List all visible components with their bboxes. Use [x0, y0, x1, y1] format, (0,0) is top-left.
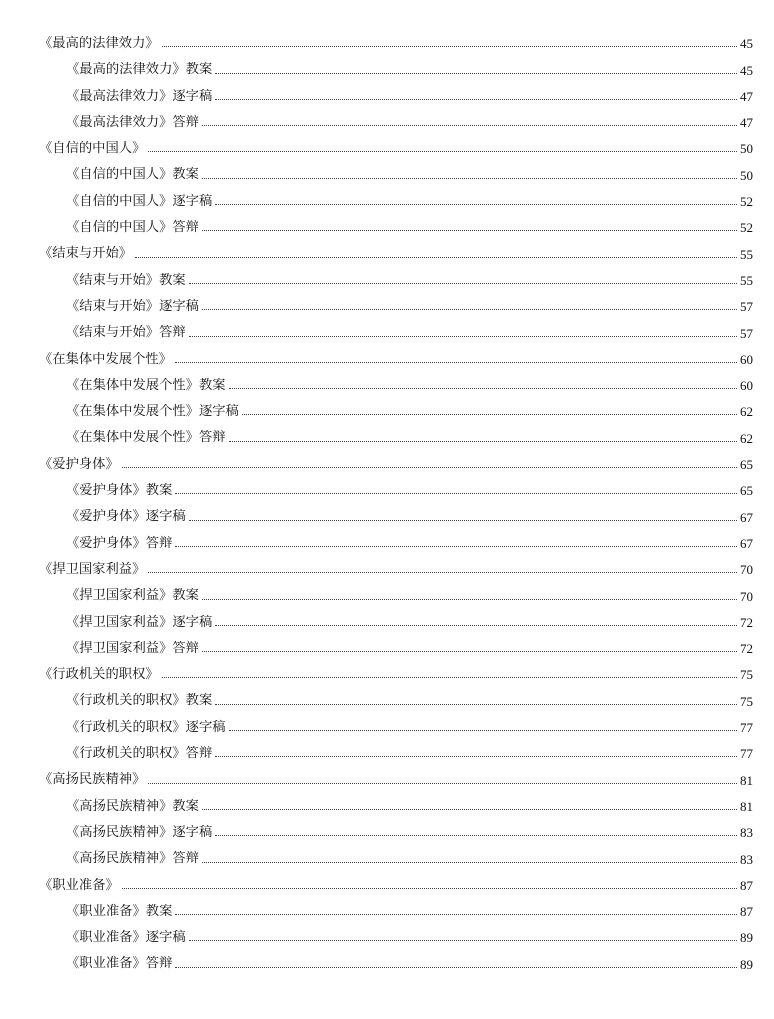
- dot-leader: [189, 940, 737, 941]
- toc-entry-title: 《职业准备》: [39, 877, 119, 893]
- dot-leader: [148, 151, 737, 152]
- dot-leader: [189, 336, 737, 337]
- toc-page-number: 70: [740, 588, 753, 604]
- dot-leader: [202, 178, 737, 179]
- dot-leader: [215, 704, 737, 705]
- dot-leader: [175, 493, 737, 494]
- toc-chapter-entry[interactable]: [0, 238, 774, 264]
- toc-chapter-entry[interactable]: [0, 870, 774, 896]
- toc-page-number: 83: [740, 825, 753, 841]
- toc-entry-title: 《爱护身体》答辩: [66, 535, 173, 551]
- toc-entry-title: 《在集体中发展个性》逐字稿: [66, 404, 239, 420]
- toc-page-number: 45: [740, 36, 753, 52]
- toc-subentry[interactable]: [0, 81, 774, 107]
- toc-page-number: 65: [740, 457, 753, 473]
- table-of-contents: [0, 28, 774, 975]
- toc-page-number: 60: [740, 378, 753, 394]
- dot-leader: [175, 362, 737, 363]
- toc-entry-title: 《职业准备》教案: [66, 903, 173, 919]
- toc-entry-title: 《捍卫国家利益》答辩: [66, 640, 199, 656]
- toc-page-number: 70: [740, 562, 753, 578]
- toc-subentry[interactable]: [0, 317, 774, 343]
- dot-leader: [202, 309, 737, 310]
- toc-page-number: 60: [740, 351, 753, 367]
- toc-page-number: 89: [740, 956, 753, 972]
- toc-page-number: 57: [740, 325, 753, 341]
- toc-page-number: 81: [740, 772, 753, 788]
- toc-subentry[interactable]: [0, 107, 774, 133]
- toc-page-number: 87: [740, 877, 753, 893]
- toc-page-number: 67: [740, 509, 753, 525]
- toc-page-number: 83: [740, 851, 753, 867]
- toc-page-number: 62: [740, 404, 753, 420]
- toc-page-number: 55: [740, 272, 753, 288]
- toc-entry-title: 《行政机关的职权》逐字稿: [66, 719, 226, 735]
- dot-leader: [202, 230, 737, 231]
- dot-leader: [202, 651, 737, 652]
- toc-subentry[interactable]: [0, 685, 774, 711]
- dot-leader: [122, 888, 737, 889]
- toc-entry-title: 《自信的中国人》教案: [66, 167, 199, 183]
- toc-entry-title: 《爱护身体》: [39, 456, 119, 472]
- toc-page-number: 89: [740, 930, 753, 946]
- toc-page-number: 57: [740, 299, 753, 315]
- dot-leader: [215, 99, 737, 100]
- dot-leader: [175, 546, 737, 547]
- dot-leader: [229, 441, 737, 442]
- toc-subentry[interactable]: [0, 54, 774, 80]
- toc-entry-title: 《捍卫国家利益》逐字稿: [66, 614, 213, 630]
- toc-page-number: 77: [740, 746, 753, 762]
- dot-leader: [229, 730, 737, 731]
- toc-subentry[interactable]: [0, 186, 774, 212]
- toc-entry-title: 《自信的中国人》: [39, 141, 146, 157]
- toc-entry-title: 《行政机关的职权》: [39, 667, 159, 683]
- toc-entry-title: 《高扬民族精神》: [39, 772, 146, 788]
- toc-entry-title: 《最高法律效力》答辩: [66, 114, 199, 130]
- toc-subentry[interactable]: [0, 396, 774, 422]
- toc-page-number: 55: [740, 246, 753, 262]
- toc-subentry[interactable]: [0, 528, 774, 554]
- toc-subentry[interactable]: [0, 291, 774, 317]
- toc-subentry[interactable]: [0, 817, 774, 843]
- toc-subentry[interactable]: [0, 580, 774, 606]
- toc-subentry[interactable]: [0, 607, 774, 633]
- toc-entry-title: 《行政机关的职权》教案: [66, 693, 213, 709]
- dot-leader: [189, 520, 737, 521]
- dot-leader: [175, 967, 737, 968]
- toc-subentry[interactable]: [0, 948, 774, 974]
- dot-leader: [148, 783, 737, 784]
- toc-entry-title: 《爱护身体》逐字稿: [66, 509, 186, 525]
- toc-entry-title: 《捍卫国家利益》教案: [66, 588, 199, 604]
- dot-leader: [202, 809, 737, 810]
- toc-page-number: 52: [740, 194, 753, 210]
- toc-entry-title: 《结束与开始》教案: [66, 272, 186, 288]
- toc-page-number: 81: [740, 798, 753, 814]
- toc-entry-title: 《最高法律效力》逐字稿: [66, 88, 213, 104]
- dot-leader: [189, 283, 737, 284]
- toc-entry-title: 《最高的法律效力》: [39, 36, 159, 51]
- toc-page-number: 77: [740, 720, 753, 736]
- toc-entry-title: 《在集体中发展个性》: [39, 351, 172, 367]
- toc-subentry[interactable]: [0, 896, 774, 922]
- toc-subentry[interactable]: [0, 159, 774, 185]
- toc-chapter-entry[interactable]: [0, 344, 774, 370]
- toc-page-number: 65: [740, 483, 753, 499]
- dot-leader: [215, 625, 737, 626]
- toc-entry-title: 《高扬民族精神》答辩: [66, 851, 199, 867]
- toc-page-number: 47: [740, 88, 753, 104]
- toc-subentry[interactable]: [0, 501, 774, 527]
- toc-page-number: 72: [740, 614, 753, 630]
- toc-entry-title: 《高扬民族精神》逐字稿: [66, 824, 213, 840]
- toc-chapter-entry[interactable]: [0, 659, 774, 685]
- toc-subentry[interactable]: [0, 922, 774, 948]
- dot-leader: [202, 599, 737, 600]
- toc-subentry[interactable]: [0, 712, 774, 738]
- toc-chapter-entry[interactable]: [0, 554, 774, 580]
- dot-leader: [215, 73, 737, 74]
- dot-leader: [215, 756, 737, 757]
- toc-entry-title: 《职业准备》答辩: [66, 956, 173, 972]
- toc-subentry[interactable]: [0, 633, 774, 659]
- dot-leader: [162, 677, 737, 678]
- toc-subentry[interactable]: [0, 422, 774, 448]
- toc-page-number: 50: [740, 167, 753, 183]
- toc-entry-title: 《捍卫国家利益》: [39, 561, 146, 577]
- toc-page-number: 87: [740, 904, 753, 920]
- toc-subentry[interactable]: [0, 791, 774, 817]
- toc-page-number: 75: [740, 667, 753, 683]
- toc-entry-title: 《结束与开始》答辩: [66, 325, 186, 341]
- dot-leader: [215, 835, 737, 836]
- toc-entry-title: 《最高的法律效力》教案: [66, 62, 213, 78]
- toc-entry-title: 《在集体中发展个性》答辩: [66, 430, 226, 446]
- toc-entry-title: 《结束与开始》: [39, 246, 133, 262]
- toc-subentry[interactable]: [0, 370, 774, 396]
- dot-leader: [215, 204, 737, 205]
- toc-entry-title: 《自信的中国人》答辩: [66, 220, 199, 236]
- toc-page-number: 45: [740, 62, 753, 78]
- dot-leader: [202, 862, 737, 863]
- toc-chapter-entry[interactable]: [0, 133, 774, 159]
- toc-chapter-entry[interactable]: [0, 764, 774, 790]
- dot-leader: [175, 914, 737, 915]
- toc-subentry[interactable]: [0, 843, 774, 869]
- toc-entry-title: 《在集体中发展个性》教案: [66, 377, 226, 393]
- toc-entry-title: 《结束与开始》逐字稿: [66, 298, 199, 314]
- toc-entry-title: 《职业准备》逐字稿: [66, 930, 186, 946]
- toc-page-number: 75: [740, 693, 753, 709]
- toc-subentry[interactable]: [0, 475, 774, 501]
- toc-page-number: 72: [740, 641, 753, 657]
- toc-page-number: 50: [740, 141, 753, 157]
- dot-leader: [162, 46, 737, 47]
- dot-leader: [202, 125, 737, 126]
- dot-leader: [135, 257, 737, 258]
- toc-page-number: 47: [740, 115, 753, 131]
- toc-page-number: 52: [740, 220, 753, 236]
- toc-subentry[interactable]: [0, 265, 774, 291]
- toc-chapter-entry[interactable]: [0, 28, 774, 54]
- toc-page-number: 62: [740, 430, 753, 446]
- dot-leader: [242, 414, 737, 415]
- dot-leader: [122, 467, 737, 468]
- dot-leader: [229, 388, 737, 389]
- toc-subentry[interactable]: [0, 212, 774, 238]
- toc-entry-title: 《爱护身体》教案: [66, 483, 173, 499]
- toc-chapter-entry[interactable]: [0, 449, 774, 475]
- dot-leader: [148, 572, 737, 573]
- toc-subentry[interactable]: [0, 738, 774, 764]
- toc-entry-title: 《自信的中国人》逐字稿: [66, 193, 213, 209]
- toc-entry-title: 《行政机关的职权》答辩: [66, 746, 213, 762]
- toc-entry-title: 《高扬民族精神》教案: [66, 798, 199, 814]
- toc-page-number: 67: [740, 535, 753, 551]
